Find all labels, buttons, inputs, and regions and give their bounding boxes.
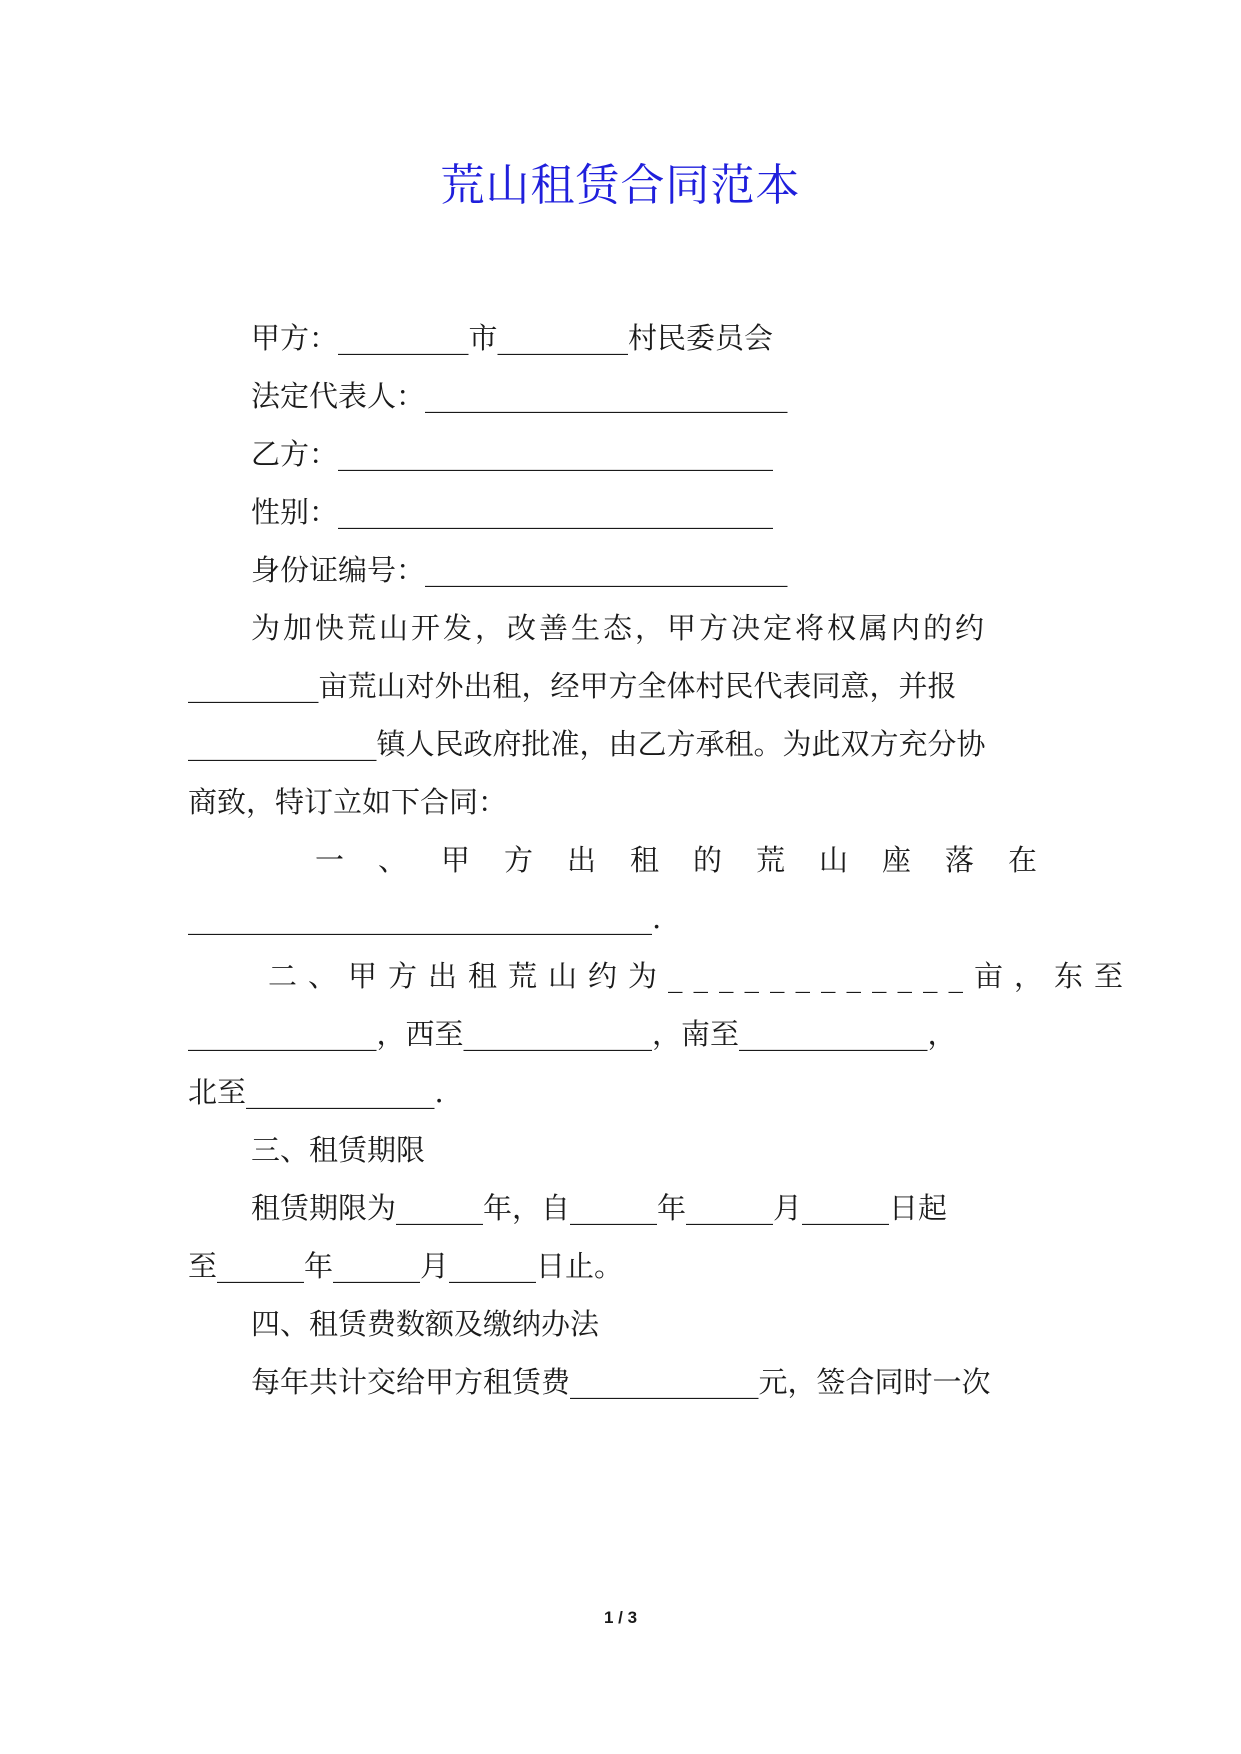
page-indicator: 1 / 3 (603, 1608, 638, 1627)
clause-2-line-2: _____________，西至_____________，南至_____________， (188, 1017, 957, 1051)
document-title: 荒山租赁合同范本 (440, 160, 801, 211)
party-b-line: 乙方：______________________________ (251, 437, 774, 471)
clause-4-heading: 四、租赁费数额及缴纳办法 (251, 1307, 600, 1341)
clause-2-line-1: 二、甲方出租荒山约为____________亩，东至 (268, 959, 1135, 993)
preamble-line-4: 商致，特订立如下合同： (188, 785, 508, 819)
clause-1-line-2: ________________________________. (188, 901, 662, 935)
clause-2-line-3: 北至_____________. (188, 1075, 444, 1109)
clause-4-line-1: 每年共计交给甲方租赁费_____________元，签合同时一次 (251, 1365, 991, 1399)
preamble-line-1: 为加快荒山开发，改善生态，甲方决定将权属内的约 (251, 611, 988, 645)
gender-line: 性别：______________________________ (251, 495, 774, 529)
legal-representative-line: 法定代表人：_________________________ (251, 379, 788, 413)
id-number-line: 身份证编号：_________________________ (251, 553, 788, 587)
clause-1-line-1: 一、甲方出租的荒山座落在 (315, 843, 1072, 877)
preamble-line-3: _____________镇人民政府批准，由乙方承租。为此双方充分协 (188, 727, 986, 761)
preamble-line-2: _________亩荒山对外出租，经甲方全体村民代表同意，并报 (188, 669, 957, 703)
clause-3-line-2: 至______年______月______日止。 (188, 1249, 624, 1283)
clause-3-line-1: 租赁期限为______年，自______年______月______日起 (251, 1191, 948, 1225)
clause-3-heading: 三、租赁期限 (251, 1133, 426, 1167)
party-a-line: 甲方：_________市_________村民委员会 (251, 321, 774, 355)
